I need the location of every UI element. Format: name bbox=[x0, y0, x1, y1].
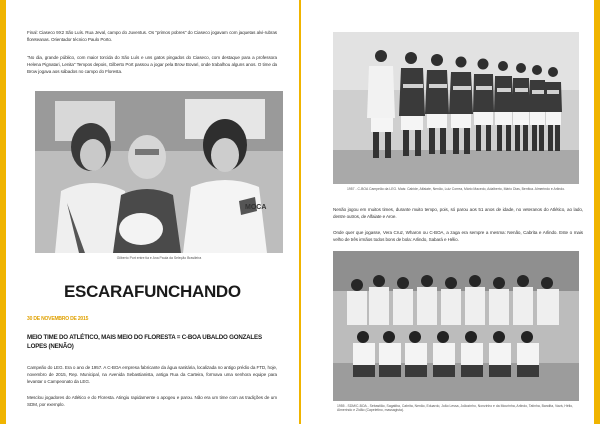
right-edge-bar bbox=[594, 0, 600, 424]
section-title: ESCARAFUNCHANDO bbox=[64, 282, 241, 301]
team-photo-1955-caption: 1955 - SDM/C-BOA - Sebastião, Sagatiba, Cabrita, Nenão, Eduardo, João Lessa, Joãozinho, Nonzinho e da Mourinha, Arlindo, Tatinha, Bandita, Vavá, Hélio, Almerindo e Zidão (Capeletino, massagista). bbox=[337, 404, 574, 413]
article-title: MEIO TIME DO ATLÉTICO, MAIS MEIO DO FLORESTA = C-BOA UBALDO GONZALES LOPES (NENÃO) bbox=[27, 334, 262, 350]
team-photo-1955 bbox=[333, 251, 579, 401]
intro-paragraph-1: Final: Ciaseco 9X2 São Luís. Rua Jeval, campo do Juventus. Os "primos pobres" do Ciaseco jogavam com jaquetas alvi-rubras floreteanas. Orientador técnico Paulo Porto. bbox=[27, 30, 277, 43]
left-edge-bar bbox=[0, 0, 6, 424]
right-paragraph-1: Nenão jogou em muitos times, durante muito tempo, pois, só parou aos 51 anos de idade, no veteranos do Atlético, ao lado, dentre outros, de Alfaiate e Aroe. bbox=[333, 207, 583, 220]
team-photo-1957 bbox=[333, 32, 579, 184]
svg-text:MOCA: MOCA bbox=[245, 204, 267, 211]
team-photo-1957-caption: 1957 - C-BOA Campeão da LEG. Mais: Cabide, Alfaiate, Nenão, Luiz Correa, Mário Macedo, Adalberto, Mário Dias, Benfica. Almerindo e Arlindo. bbox=[346, 187, 566, 191]
article-paragraph-2: Mesclou jogadores do Atlético e do Floresta. Atingiu rapidamente o apogeu e parou. Não era um time com as tradições de um SDM, por exemplo. bbox=[27, 395, 277, 408]
right-page bbox=[301, 0, 600, 424]
photo-three-people bbox=[35, 91, 283, 253]
article-date: 30 DE NOVEMBRO DE 2015 bbox=[27, 316, 89, 322]
right-paragraph-2: Onde quer que jogasse, Vera Cruz, Wharon ou C-BOA, a zaga era sempre a mesma: Nenão, Cabrita e Arlindo. Este o mais velho de três irmãos todos bons de bola: Arlindo, Sabará e Hélio. bbox=[333, 230, 583, 243]
article-paragraph-1: Campeão do LEG. Era o ano de 1957. A C-BOA empresa fabricante da água sanitária, localizada no antigo prédio da FTD, hoje, novembro de 2015, Rep. Municipal, na Avenida Sebastianista, antiga Rua da Carteira, formava uma senhora equipe para levantar o Campeonato da LEG. bbox=[27, 365, 277, 385]
photo-caption: Gilberto Port entre tia e Ana Paula da Seleção Brasileira bbox=[116, 256, 202, 260]
intro-paragraph-2: "No dia, grande público, com maior torcida do São Luís e uns gatos pingados do Ciaseco, com destaque para a professora Helena Pignatari, Lenita" Tempos depois, Gilberto Port passou a jogar pela Brow Bovari, onde trabalhou alguns anos. O time da Brow jogava aos sábados no campo do Floresta. bbox=[27, 55, 277, 75]
left-page bbox=[0, 0, 299, 424]
